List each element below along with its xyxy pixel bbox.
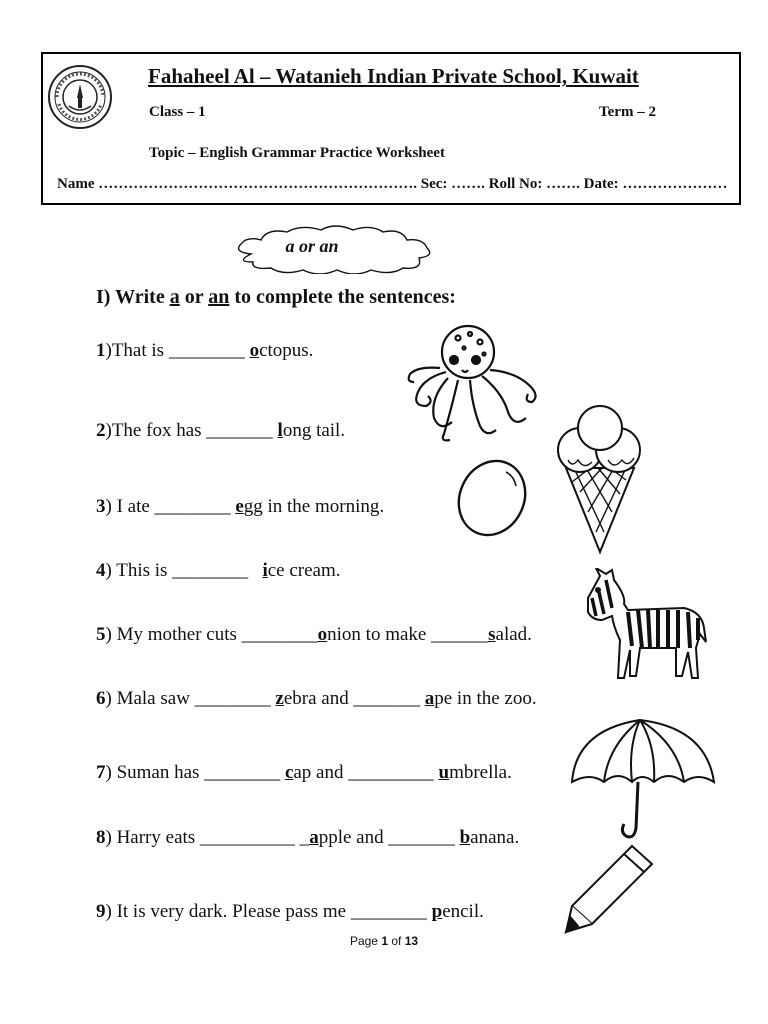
class-label: Class – 1 — [149, 104, 206, 120]
question-text: ctopus. — [259, 340, 314, 361]
initial-letter: a — [424, 688, 435, 709]
question-7 — [96, 762, 512, 784]
question-text: anana. — [470, 827, 520, 848]
question-number: 4 — [96, 560, 106, 581]
instruction-an: an — [208, 286, 230, 308]
question-number: 9 — [96, 901, 106, 922]
question-number: 3 — [96, 496, 106, 517]
footer-of-word: of — [388, 934, 405, 948]
initial-letter: b — [459, 827, 471, 848]
question-text: ap and _________ — [293, 762, 439, 783]
question-text: ) Suman has ________ — [105, 762, 285, 783]
question-text: ) My mother cuts ________ — [105, 624, 318, 645]
question-number: 8 — [96, 827, 106, 848]
question-text: ) Mala saw ________ — [105, 688, 276, 709]
footer-page-word: Page — [349, 934, 382, 948]
question-9 — [96, 901, 484, 923]
question-text: ce cream. — [267, 560, 341, 581]
initial-letter: c — [284, 762, 294, 783]
octopus-icon — [404, 322, 546, 444]
instruction — [96, 286, 456, 309]
question-text: pple and _______ — [318, 827, 460, 848]
footer-page-number: 1 — [381, 934, 388, 948]
question-text: alad. — [495, 624, 532, 645]
initial-letter: a — [309, 827, 319, 848]
initial-letter: i — [262, 560, 268, 581]
initial-letter: u — [438, 762, 450, 783]
umbrella-icon — [568, 716, 718, 846]
question-text: ) It is very dark. Please pass me ________ — [105, 901, 432, 922]
zebra-icon — [584, 568, 712, 686]
header-box — [41, 52, 741, 205]
question-number: 6 — [96, 688, 106, 709]
student-info-line: Name ………………………………………………………. Sec: ……. Roll No: ……. Date: ………………… — [57, 176, 728, 192]
initial-letter: e — [235, 496, 244, 517]
question-number: 2 — [96, 420, 106, 441]
question-text: ebra and _______ — [283, 688, 425, 709]
instruction-a: a — [169, 286, 180, 308]
term-label: Term – 2 — [599, 104, 656, 120]
question-text: ong tail. — [282, 420, 346, 441]
instruction-or: or — [179, 286, 209, 308]
initial-letter: p — [431, 901, 443, 922]
question-text: mbrella. — [449, 762, 512, 783]
initial-letter: s — [488, 624, 496, 645]
question-text: encil. — [442, 901, 484, 922]
question-text: )That is ________ — [105, 340, 250, 361]
question-text: gg in the morning. — [243, 496, 385, 517]
question-6 — [96, 688, 537, 710]
initial-letter: l — [277, 420, 283, 441]
footer-total-pages: 13 — [404, 934, 419, 948]
egg-icon — [452, 454, 532, 538]
pencil-icon — [562, 842, 658, 938]
question-number: 5 — [96, 624, 106, 645]
question-4 — [96, 560, 341, 582]
question-8 — [96, 827, 519, 849]
school-logo — [47, 64, 113, 130]
topic-label: Topic – English Grammar Practice Worksheet — [149, 145, 445, 161]
question-number: 7 — [96, 762, 106, 783]
initial-letter: o — [317, 624, 328, 645]
question-text: )The fox has _______ — [105, 420, 278, 441]
page-footer — [0, 934, 768, 948]
question-1 — [96, 340, 313, 362]
initial-letter: o — [249, 340, 260, 361]
question-number: 1 — [96, 340, 106, 361]
question-2 — [96, 420, 345, 442]
question-5 — [96, 624, 532, 646]
question-text: ) This is ________ — [105, 560, 263, 581]
question-text: ) Harry eats __________ _ — [105, 827, 310, 848]
instruction-prefix: I) Write — [96, 286, 170, 308]
instruction-suffix: to complete the sentences: — [229, 286, 456, 308]
question-text: ) I ate ________ — [105, 496, 236, 517]
section-heading: a or an — [285, 236, 339, 256]
ice-cream-icon — [552, 402, 648, 556]
school-title: Fahaheel Al – Watanieh Indian Private School, Kuwait — [148, 64, 639, 88]
question-text: pe in the zoo. — [434, 688, 537, 709]
question-text: nion to make ______ — [327, 624, 489, 645]
question-3 — [96, 496, 384, 518]
initial-letter: z — [275, 688, 284, 709]
